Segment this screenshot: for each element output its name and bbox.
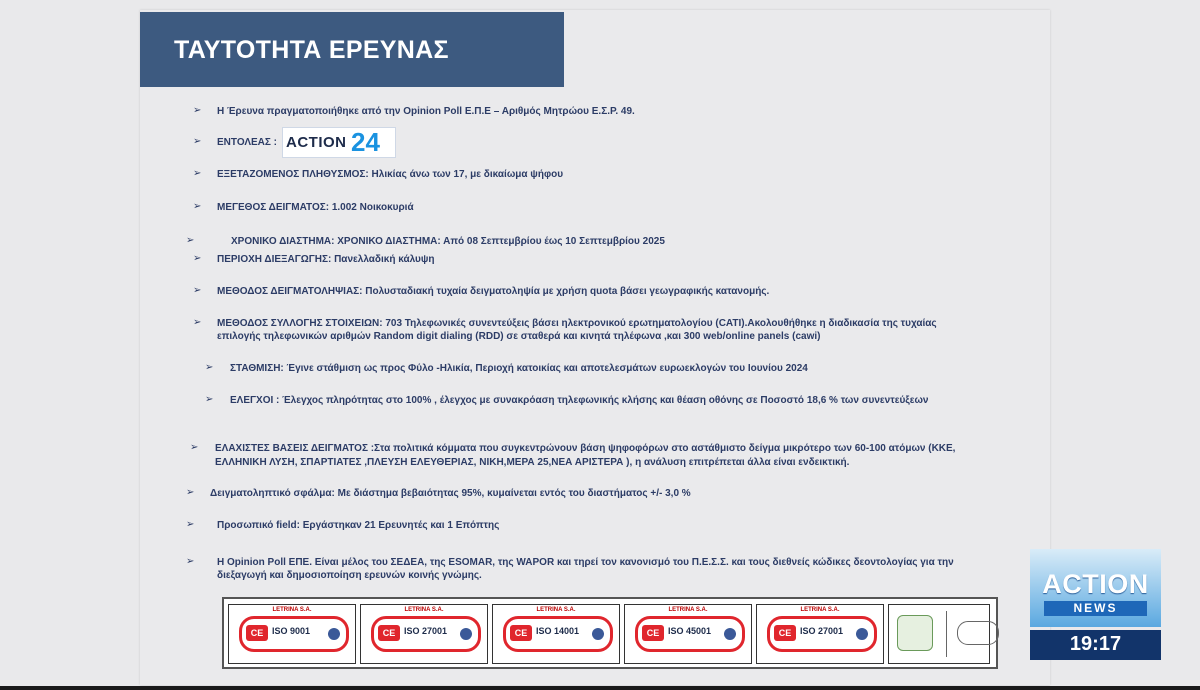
action-news-overlay [1030, 549, 1161, 660]
certificate-seal-icon [371, 616, 481, 652]
ce-mark-icon: CE [378, 625, 400, 641]
bottom-edge [0, 686, 1200, 690]
bullet-arrow-icon: ➢ [193, 285, 202, 296]
ce-mark-icon: CE [246, 625, 268, 641]
bullet-arrow-icon: ➢ [186, 235, 195, 246]
certificate-standard: ISO 27001 [404, 626, 448, 636]
certificates-strip [222, 597, 998, 669]
certificate-seal-icon [503, 616, 613, 652]
bullet-sample-size: ΜΕΓΕΘΟΣ ΔΕΙΓΜΑΤΟΣ: 1.002 Νοικοκυριά [217, 202, 414, 213]
bullet-weighting: ΣΤΑΘΜΙΣΗ: Έγινε στάθμιση ως προς Φύλο -Ηλικία, Περιοχή κατοικίας και αποτελεσμάτων ευρωεκλογών του Ιουνίου 2024 [230, 363, 808, 374]
certificate-standard: ISO 27001 [800, 626, 844, 636]
certificate-badge [624, 604, 752, 664]
bullet-arrow-icon: ➢ [193, 136, 202, 147]
certificate-issuer: LETRINA S.A. [800, 607, 840, 613]
certificate-badge [756, 604, 884, 664]
association-logos [888, 604, 990, 664]
bullet-memberships-line2: διεξαγωγή και δημοσιοποίηση ερευνών κοινής γνώμης. [217, 570, 482, 581]
bullet-arrow-icon: ➢ [193, 253, 202, 264]
slide-title: ΤΑΥΤΟΤΗΤΑ ΕΡΕΥΝΑΣ [174, 36, 449, 64]
globe-icon [856, 628, 868, 640]
logo-divider [946, 611, 947, 657]
certificate-standard: ISO 14001 [536, 626, 580, 636]
bullet-arrow-icon: ➢ [193, 201, 202, 212]
bullet-time-period: ΧΡΟΝΙΚΟ ΔΙΑΣΤΗΜΑ: ΧΡΟΝΙΚΟ ΔΙΑΣΤΗΜΑ: Από 08 Σεπτεμβρίου έως 10 Σεπτεμβρίου 2025 [231, 236, 665, 247]
certificate-seal-icon [635, 616, 745, 652]
bullet-collection-method-line2: επιλογής τηλεφωνικών αριθμών Random digit dialing (RDD) σε σταθερά και κινητά τηλέφωνα ,και 300 web/online panels (cawi) [217, 331, 821, 342]
certificate-standard: ISO 9001 [272, 626, 311, 636]
bullet-arrow-icon: ➢ [193, 317, 202, 328]
certificate-issuer: LETRINA S.A. [272, 607, 312, 613]
bullet-field-staff: Προσωπικό field: Εργάστηκαν 21 Ερευνητές και 1 Επόπτης [217, 520, 500, 531]
bullet-arrow-icon: ➢ [186, 556, 195, 567]
certificate-seal-icon [767, 616, 877, 652]
globe-icon [592, 628, 604, 640]
bullet-arrow-icon: ➢ [190, 442, 199, 453]
bullet-arrow-icon: ➢ [193, 168, 202, 179]
bullet-area: ΠΕΡΙΟΧΗ ΔΙΕΞΑΓΩΓΗΣ: Πανελλαδική κάλυψη [217, 254, 435, 265]
ce-mark-icon: CE [510, 625, 532, 641]
bullet-arrow-icon: ➢ [186, 519, 195, 530]
bullet-memberships-line1: Η Opinion Poll ΕΠΕ. Είναι μέλος του ΣΕΔΕΑ, της ESOMAR, της WAPOR και τηρεί τον κανονισμό του Π.Ε.Σ.Σ. και τους διεθνείς κώδικες δεοντολογίας για την [217, 557, 954, 568]
slide-title-bar [140, 12, 564, 87]
news-sub-label: NEWS [1044, 601, 1147, 616]
bullet-client: ΕΝΤΟΛΕΑΣ : [217, 137, 277, 148]
certificate-badge [228, 604, 356, 664]
certificate-issuer: LETRINA S.A. [404, 607, 444, 613]
ce-mark-icon: CE [642, 625, 664, 641]
bullet-arrow-icon: ➢ [193, 105, 202, 116]
globe-icon [460, 628, 472, 640]
globe-icon [724, 628, 736, 640]
qa-logo-icon [897, 615, 933, 651]
bullet-minimum-bases-line1: ΕΛΑΧΙΣΤΕΣ ΒΑΣΕΙΣ ΔΕΙΓΜΑΤΟΣ :Στα πολιτικά κόμματα που συγκεντρώνουν βάση ψηφοφόρων στο αστάθμιστο δείγμα μικρότερο των 60-100 ατόμων (ΚΚΕ, [215, 443, 956, 454]
action24-logo [282, 127, 396, 158]
bullet-arrow-icon: ➢ [186, 487, 195, 498]
bullet-controls: ΕΛΕΓΧΟΙ : Έλεγχος πληρότητας στο 100% , έλεγχος με συνακρόαση τηλεφωνικής κλήσης και θέαση οθόνης σε Ποσοστό 18,6 % των συνεντεύξεων [230, 395, 929, 406]
bullet-collection-method-line1: ΜΕΘΟΔΟΣ ΣΥΛΛΟΓΗΣ ΣΤΟΙΧΕΙΩΝ: 703 Τηλεφωνικές συνεντεύξεις βάσει ηλεκτρονικού ερωτηματολογίου (CATI).Ακολουθήθηκε η διαδικασία της τυχαίας [217, 318, 937, 329]
certificate-badge [492, 604, 620, 664]
certificate-issuer: LETRINA S.A. [668, 607, 708, 613]
bullet-minimum-bases-line2: ΕΛΛΗΝΙΚΗ ΛΥΣΗ, ΣΠΑΡΤΙΑΤΕΣ ,ΠΛΕΥΣΗ ΕΛΕΥΘΕΡΙΑΣ, ΝΙΚΗ,ΜΕΡΑ 25,ΝΕΑ ΑΡΙΣΤΕΡΑ ), η ανάλυση επιτρέπεται άλλα είναι ενδεικτική. [215, 457, 850, 468]
bullet-sampling-method: ΜΕΘΟΔΟΣ ΔΕΙΓΜΑΤΟΛΗΨΙΑΣ: Πολυσταδιακή τυχαία δειγματοληψία με χρήση quota βάσει γεωγραφικής κατανομής. [217, 286, 770, 297]
action24-logo-number: 24 [351, 127, 380, 157]
certificate-seal-icon [239, 616, 349, 652]
certificate-standard: ISO 45001 [668, 626, 712, 636]
action24-logo-text: ACTION [286, 134, 347, 151]
bullet-arrow-icon: ➢ [205, 394, 214, 405]
globe-icon [328, 628, 340, 640]
bullet-survey-company: Η Έρευνα πραγματοποιήθηκε από την Opinion Poll Ε.Π.Ε – Αριθμός Μητρώου Ε.Σ.Ρ. 49. [217, 106, 635, 117]
news-clock: 19:17 [1069, 633, 1122, 655]
bullet-population: ΕΞΕΤΑΖΟΜΕΝΟΣ ΠΛΗΘΥΣΜΟΣ: Ηλικίας άνω των 17, με δικαίωμα ψήφου [217, 169, 564, 180]
bullet-arrow-icon: ➢ [205, 362, 214, 373]
ce-mark-icon: CE [774, 625, 796, 641]
certificate-badge [360, 604, 488, 664]
association-logo-icon [957, 621, 999, 645]
news-brand: ACTION [1042, 569, 1149, 599]
certificate-issuer: LETRINA S.A. [536, 607, 576, 613]
bullet-sampling-error: Δειγματοληπτικό σφάλμα: Με διάστημα βεβαιότητας 95%, κυμαίνεται εντός του διαστήματος +/- 3,0 % [210, 488, 691, 499]
